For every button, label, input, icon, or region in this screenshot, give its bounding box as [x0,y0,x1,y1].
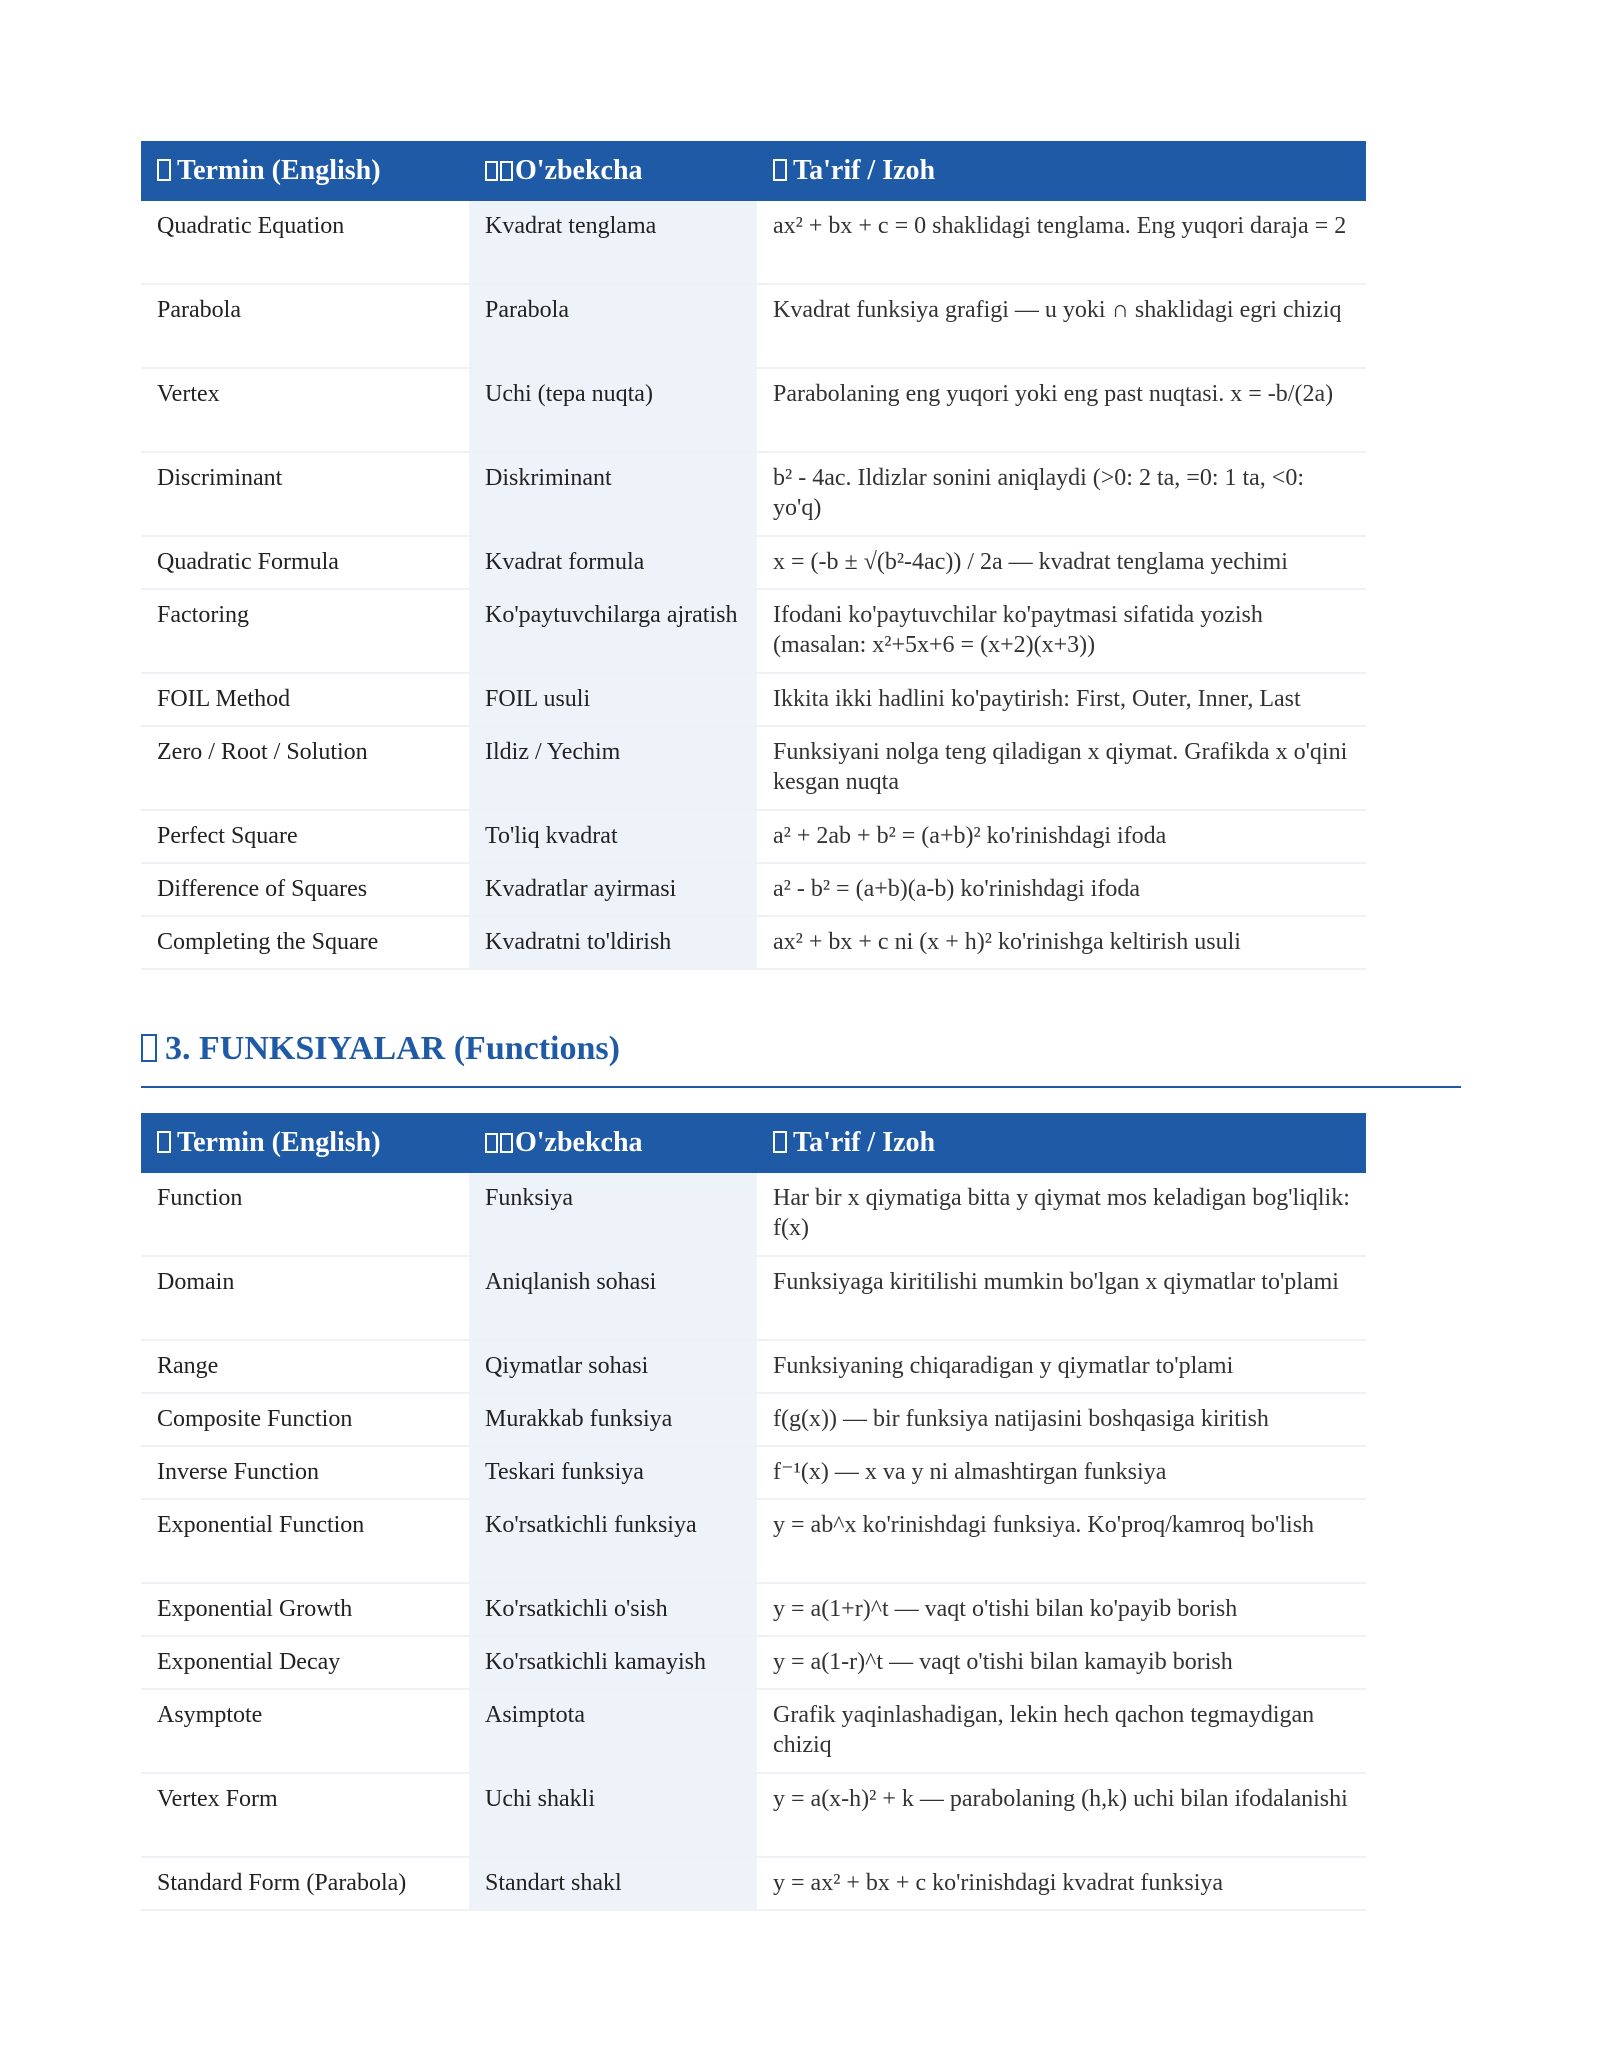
term-english: Domain [141,1256,469,1340]
header-english: Termin (English) [141,1113,469,1173]
table-row [141,1499,1366,1583]
term-uzbek: Qiymatlar sohasi [469,1340,757,1393]
term-uzbek: Kvadrat formula [469,536,757,589]
term-english: Standard Form (Parabola) [141,1857,469,1910]
missing-glyph-icon [773,1131,787,1153]
term-definition: f(g(x)) — bir funksiya natijasini boshqasiga kiritish [757,1393,1366,1446]
term-definition: y = a(x-h)² + k — parabolaning (h,k) uchi bilan ifodalanishi [757,1773,1366,1857]
missing-glyph-icon [141,1034,157,1062]
term-definition: x = (-b ± √(b²-4ac)) / 2a — kvadrat tenglama yechimi [757,536,1366,589]
table-row [141,1340,1366,1393]
term-uzbek: Murakkab funksiya [469,1393,757,1446]
term-definition: Funksiyaning chiqaradigan y qiymatlar to'plami [757,1340,1366,1393]
term-definition: Kvadrat funksiya grafigi — u yoki ∩ shaklidagi egri chiziq [757,284,1366,368]
term-uzbek: Funksiya [469,1173,757,1256]
term-uzbek: Standart shakl [469,1857,757,1910]
missing-glyph-icon [157,1131,171,1153]
term-definition: ax² + bx + c = 0 shaklidagi tenglama. Eng yuqori daraja = 2 [757,201,1366,284]
term-definition: Parabolaning eng yuqori yoki eng past nuqtasi. x = -b/(2a) [757,368,1366,452]
term-uzbek: Ko'rsatkichli funksiya [469,1499,757,1583]
term-english: Factoring [141,589,469,673]
header-uzbek: O'zbekcha [469,1113,757,1173]
term-english: Vertex [141,368,469,452]
term-definition: Ifodani ko'paytuvchilar ko'paytmasi sifatida yozish (masalan: x²+5x+6 = (x+2)(x+3)) [757,589,1366,673]
header-definition: Ta'rif / Izoh [757,141,1366,201]
term-uzbek: Ildiz / Yechim [469,726,757,810]
table-row [141,1689,1366,1773]
missing-glyph-icon [157,159,171,181]
table-row [141,1256,1366,1340]
term-definition: y = a(1+r)^t — vaqt o'tishi bilan ko'payib borish [757,1583,1366,1636]
term-definition: Funksiyaga kiritilishi mumkin bo'lgan x qiymatlar to'plami [757,1256,1366,1340]
term-english: Inverse Function [141,1446,469,1499]
table-row [141,1583,1366,1636]
table-row [141,863,1366,916]
term-uzbek: Kvadrat tenglama [469,201,757,284]
term-uzbek: Ko'paytuvchilarga ajratish [469,589,757,673]
term-english: Quadratic Equation [141,201,469,284]
term-uzbek: Kvadratlar ayirmasi [469,863,757,916]
term-definition: Ikkita ikki hadlini ko'paytirish: First, Outer, Inner, Last [757,673,1366,726]
term-definition: a² + 2ab + b² = (a+b)² ko'rinishdagi ifoda [757,810,1366,863]
term-english: Quadratic Formula [141,536,469,589]
table-row [141,536,1366,589]
missing-glyph-icon [500,161,513,181]
term-english: Vertex Form [141,1773,469,1857]
section-divider [141,1086,1461,1088]
table-row [141,1446,1366,1499]
table-row [141,673,1366,726]
term-english: Parabola [141,284,469,368]
missing-glyph-icon [773,159,787,181]
term-uzbek: Ko'rsatkichli kamayish [469,1636,757,1689]
table-row [141,1773,1366,1857]
term-uzbek: Kvadratni to'ldirish [469,916,757,969]
term-english: Range [141,1340,469,1393]
table-header-row [141,141,1366,201]
section-heading [141,1030,620,1068]
term-english: Zero / Root / Solution [141,726,469,810]
term-uzbek: To'liq kvadrat [469,810,757,863]
header-english: Termin (English) [141,141,469,201]
missing-glyph-icon [485,161,498,181]
term-english: Exponential Decay [141,1636,469,1689]
table-row [141,1393,1366,1446]
term-uzbek: FOIL usuli [469,673,757,726]
table-row [141,368,1366,452]
term-uzbek: Asimptota [469,1689,757,1773]
table-row [141,726,1366,810]
term-definition: y = ax² + bx + c ko'rinishdagi kvadrat funksiya [757,1857,1366,1910]
term-english: Function [141,1173,469,1256]
term-uzbek: Diskriminant [469,452,757,536]
term-definition: Har bir x qiymatiga bitta y qiymat mos keladigan bog'liqlik: f(x) [757,1173,1366,1256]
table-row [141,1857,1366,1910]
glossary-table-quadratics [141,141,1366,970]
term-uzbek: Aniqlanish sohasi [469,1256,757,1340]
term-definition: y = ab^x ko'rinishdagi funksiya. Ko'proq/kamroq bo'lish [757,1499,1366,1583]
table-row [141,1173,1366,1256]
term-english: Exponential Growth [141,1583,469,1636]
term-english: Completing the Square [141,916,469,969]
term-definition: Grafik yaqinlashadigan, lekin hech qachon tegmaydigan chiziq [757,1689,1366,1773]
table-row [141,201,1366,284]
term-english: FOIL Method [141,673,469,726]
section-heading-text: 3. FUNKSIYALAR (Functions) [165,1030,620,1067]
term-english: Asymptote [141,1689,469,1773]
header-uzbek: O'zbekcha [469,141,757,201]
term-english: Perfect Square [141,810,469,863]
term-english: Composite Function [141,1393,469,1446]
term-definition: ax² + bx + c ni (x + h)² ko'rinishga keltirish usuli [757,916,1366,969]
term-english: Exponential Function [141,1499,469,1583]
missing-glyph-icon [500,1133,513,1153]
term-uzbek: Uchi shakli [469,1773,757,1857]
term-definition: a² - b² = (a+b)(a-b) ko'rinishdagi ifoda [757,863,1366,916]
missing-glyph-icon [485,1133,498,1153]
term-uzbek: Teskari funksiya [469,1446,757,1499]
term-uzbek: Uchi (tepa nuqta) [469,368,757,452]
term-definition: Funksiyani nolga teng qiladigan x qiymat. Grafikda x o'qini kesgan nuqta [757,726,1366,810]
table-header-row [141,1113,1366,1173]
table-row [141,810,1366,863]
term-definition: y = a(1-r)^t — vaqt o'tishi bilan kamayib borish [757,1636,1366,1689]
term-english: Difference of Squares [141,863,469,916]
table-row [141,1636,1366,1689]
header-definition: Ta'rif / Izoh [757,1113,1366,1173]
glossary-table-functions [141,1113,1366,1911]
term-english: Discriminant [141,452,469,536]
term-uzbek: Ko'rsatkichli o'sish [469,1583,757,1636]
term-definition: b² - 4ac. Ildizlar sonini aniqlaydi (>0: 2 ta, =0: 1 ta, <0: yo'q) [757,452,1366,536]
table-row [141,452,1366,536]
term-definition: f⁻¹(x) — x va y ni almashtirgan funksiya [757,1446,1366,1499]
table-row [141,284,1366,368]
term-uzbek: Parabola [469,284,757,368]
table-row [141,916,1366,969]
table-row [141,589,1366,673]
